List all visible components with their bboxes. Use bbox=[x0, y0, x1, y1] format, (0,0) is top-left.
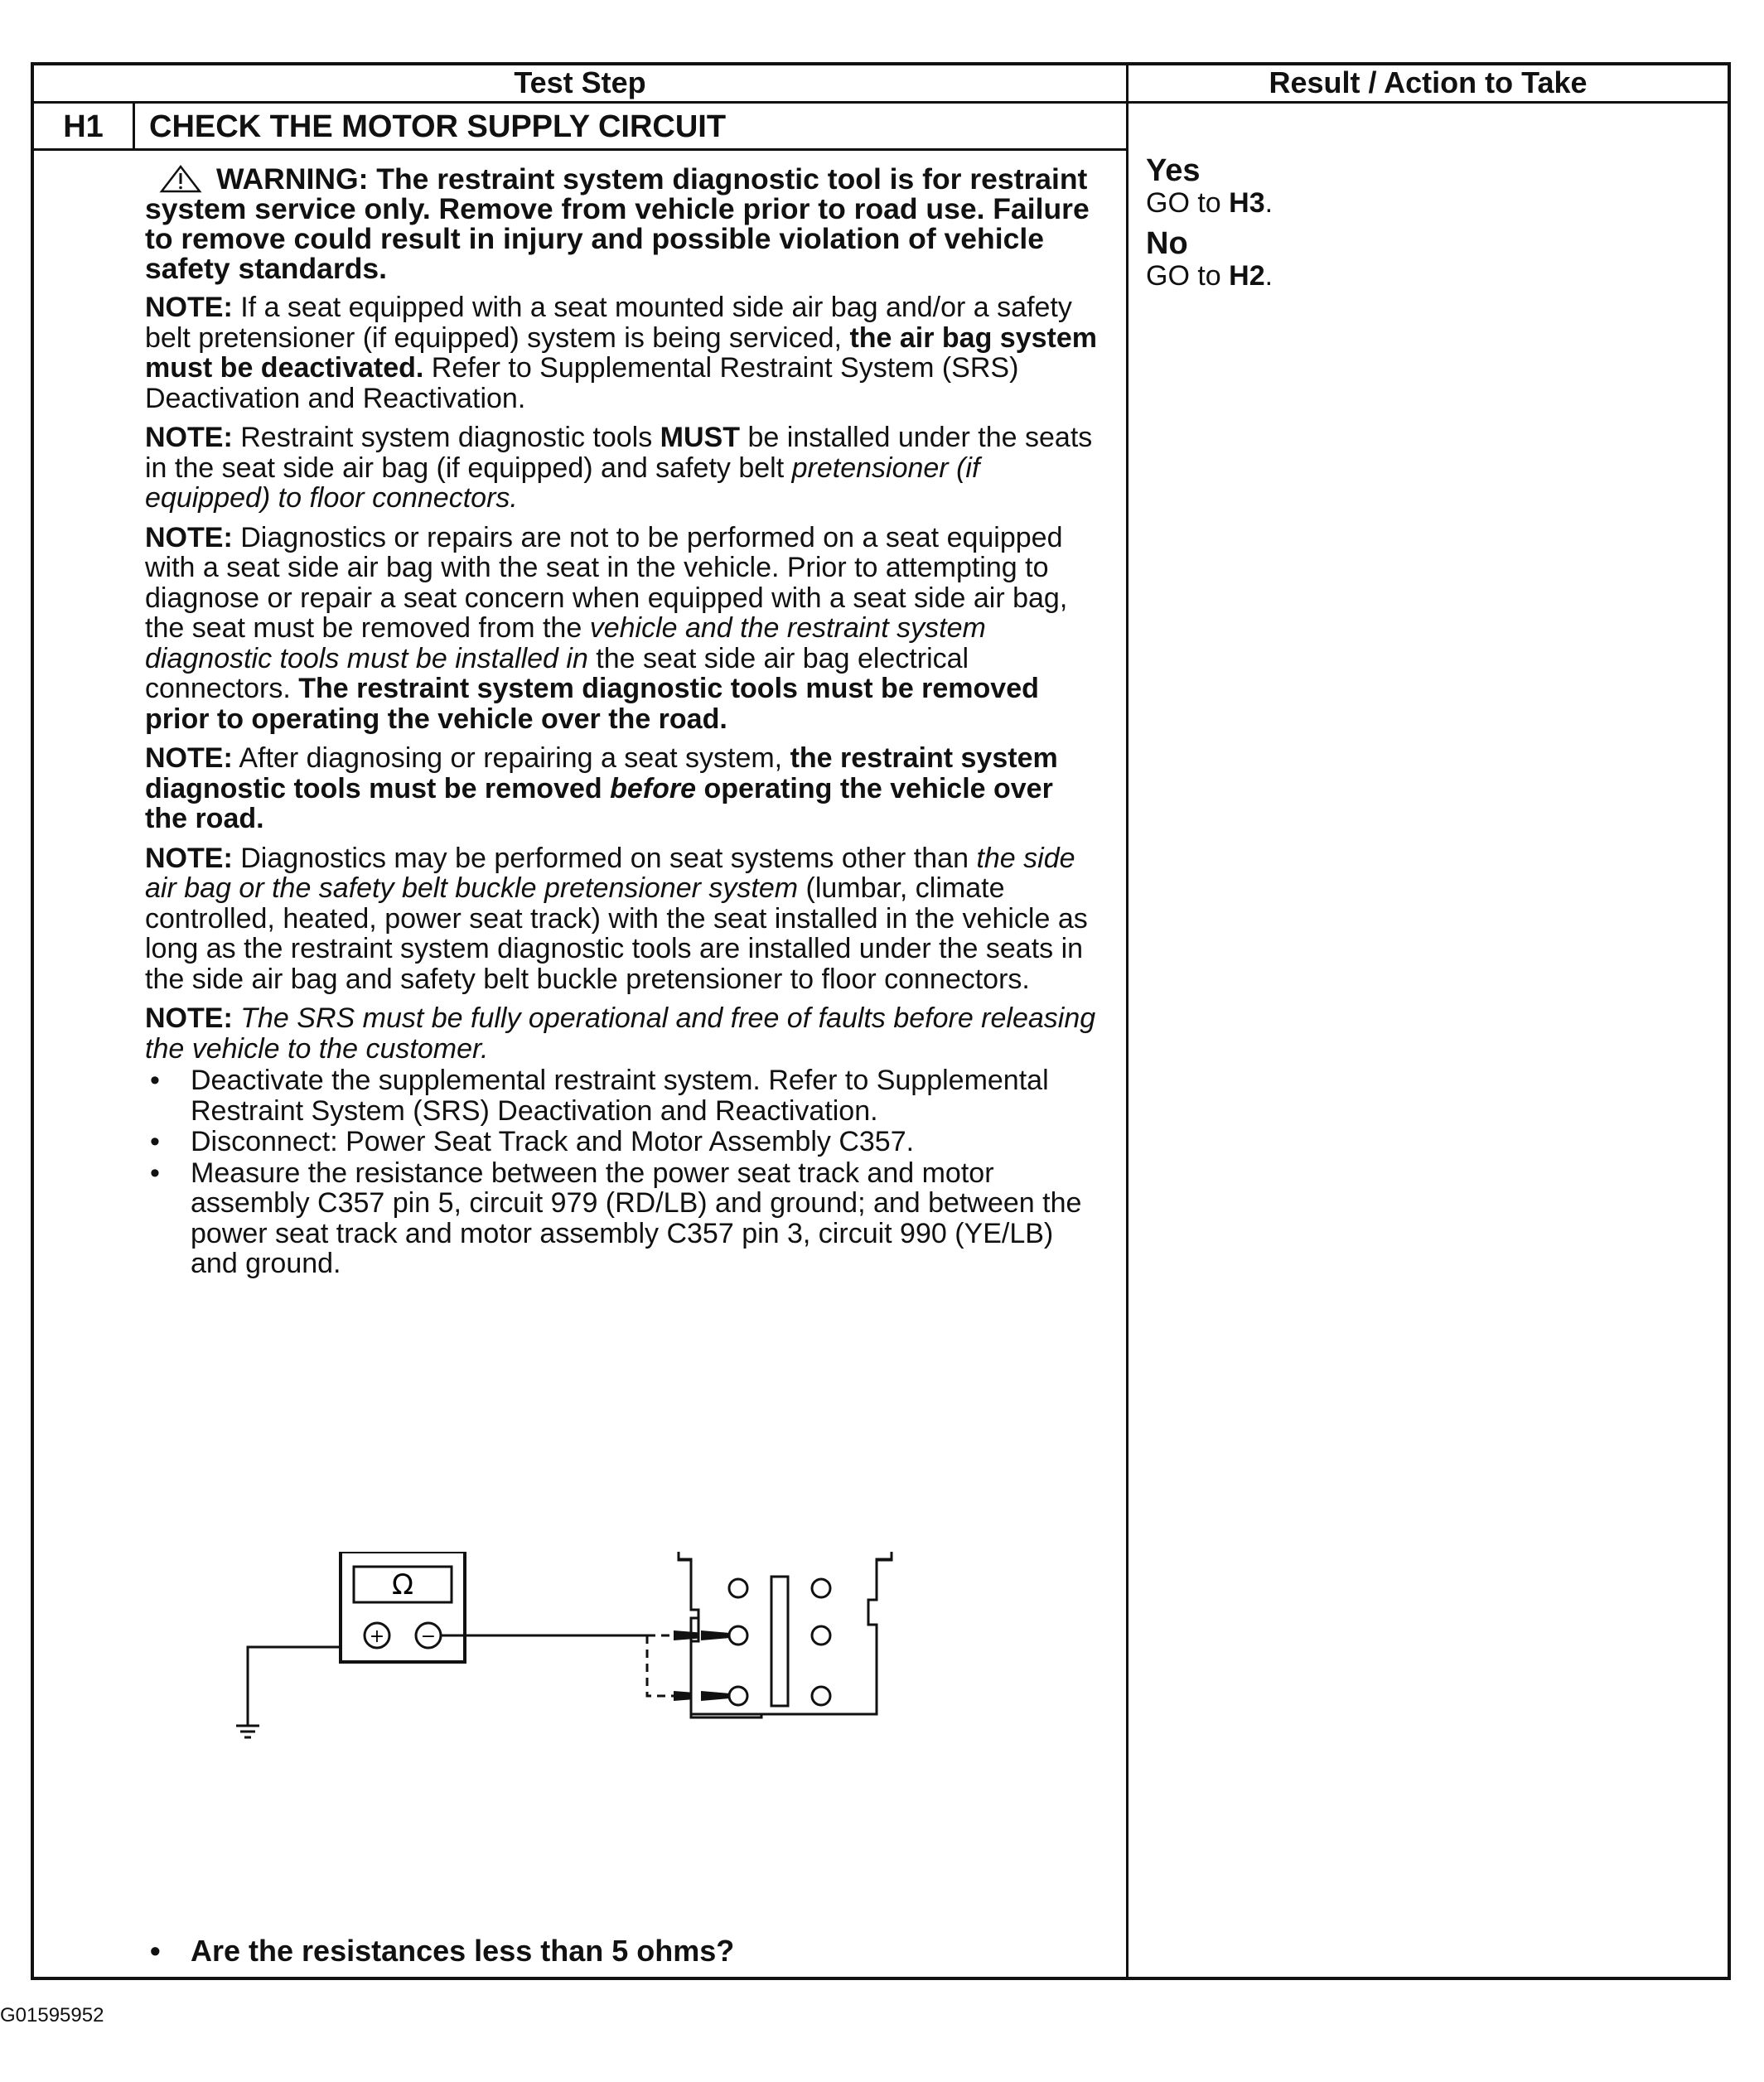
warning-text: WARNING: The restraint system diagnostic tool is for restraint system service only. Remove from vehicle prior to road use. Failure to remove could result in injury and possible violation of vehicle safety standards. bbox=[145, 162, 1090, 285]
ohm-symbol: Ω bbox=[392, 1568, 413, 1601]
step-title: CHECK THE MOTOR SUPPLY CIRCUIT bbox=[149, 109, 727, 144]
note-5: NOTE: Diagnostics may be performed on seat systems other than the side air bag or the safety belt buckle pretensioner system (lumbar, climate controlled, heated, power seat track) with the seat installed in the vehicle as long as the restraint system diagnostic tools are installed under the seats in the side air bag and safety belt buckle pretensioner to floor connectors. bbox=[145, 842, 1088, 995]
result-no-label: No bbox=[1146, 226, 1188, 261]
note-6: NOTE: The SRS must be fully operational and free of faults before releasing the vehicle to the customer. bbox=[145, 1002, 1096, 1065]
note-1: NOTE: If a seat equipped with a seat mounted side air bag and/or a safety belt pretensioner (if equipped) system is being serviced, the air bag system must be deactivated. Refer to Supplemental Restraint System (SRS) Deactivation and Reactivation. bbox=[145, 292, 1097, 414]
svg-text:+: + bbox=[369, 1626, 385, 1647]
pin-3 bbox=[729, 1687, 747, 1705]
ground-wire bbox=[248, 1647, 341, 1726]
header-divider bbox=[31, 101, 1731, 104]
list-item: • Deactivate the supplemental restraint system. Refer to Supplemental Restraint System (SRS) Deactivation and Reactivation. bbox=[145, 1065, 1098, 1126]
graphic-code: G01595952 bbox=[0, 2004, 104, 2026]
header-result: Result / Action to Take bbox=[1269, 65, 1588, 99]
step-list bbox=[145, 1065, 1098, 1279]
note-2: NOTE: Restraint system diagnostic tools MUST be installed under the seats in the seat side air bag (if equipped) and safety belt pretensioner (if equipped) to floor connectors. bbox=[145, 422, 1093, 514]
ground-symbol-icon bbox=[236, 1726, 259, 1737]
connector-center-key bbox=[771, 1577, 788, 1706]
pin-4 bbox=[812, 1626, 830, 1645]
warning-paragraph bbox=[145, 164, 1098, 283]
step-content bbox=[145, 164, 1098, 1280]
ohmmeter-connector-diagram bbox=[208, 1552, 904, 1742]
result-no-action[interactable]: GO to H2. bbox=[1146, 260, 1273, 292]
step-id: H1 bbox=[63, 109, 104, 144]
pin-6 bbox=[812, 1687, 830, 1705]
pin-5 bbox=[729, 1626, 747, 1645]
result-column bbox=[1146, 154, 1709, 300]
svg-text:−: − bbox=[420, 1626, 437, 1647]
pin-2 bbox=[812, 1579, 830, 1597]
step-id-divider bbox=[133, 101, 135, 150]
note-4: NOTE: After diagnosing or repairing a seat system, the restraint system diagnostic tools must be removed before operating the vehicle over the road. bbox=[145, 742, 1058, 834]
warning-triangle-icon bbox=[157, 164, 205, 194]
jumper-lead bbox=[647, 1635, 674, 1696]
result-yes-action[interactable]: GO to H3. bbox=[1146, 187, 1273, 219]
list-item: • Measure the resistance between the power seat track and motor assembly C357 pin 5, circuit 979 (RD/LB) and ground; and between the power seat track and motor assembly C357 pin 3, circuit 990 (YE/LB) and ground. bbox=[145, 1158, 1098, 1279]
list-item: • Disconnect: Power Seat Track and Motor Assembly C357. bbox=[145, 1127, 1098, 1157]
test-question: • Are the resistances less than 5 ohms? bbox=[145, 1934, 734, 1968]
question-text: Are the resistances less than 5 ohms? bbox=[191, 1934, 735, 1968]
note-3: NOTE: Diagnostics or repairs are not to be performed on a seat equipped with a seat side air bag with the seat in the vehicle. Prior to attempting to diagnose or repair a seat concern when equipped with a seat side air bag, the seat must be removed from the vehicle and the restraint system diagnostic tools must be installed in the seat side air bag electrical connectors. The restraint system diagnostic tools must be removed prior to operating the vehicle over the road. bbox=[145, 521, 1068, 735]
header-test-step: Test Step bbox=[514, 65, 646, 99]
pin-1 bbox=[729, 1579, 747, 1597]
result-yes-label: Yes bbox=[1146, 153, 1201, 188]
column-divider bbox=[1126, 62, 1128, 1980]
